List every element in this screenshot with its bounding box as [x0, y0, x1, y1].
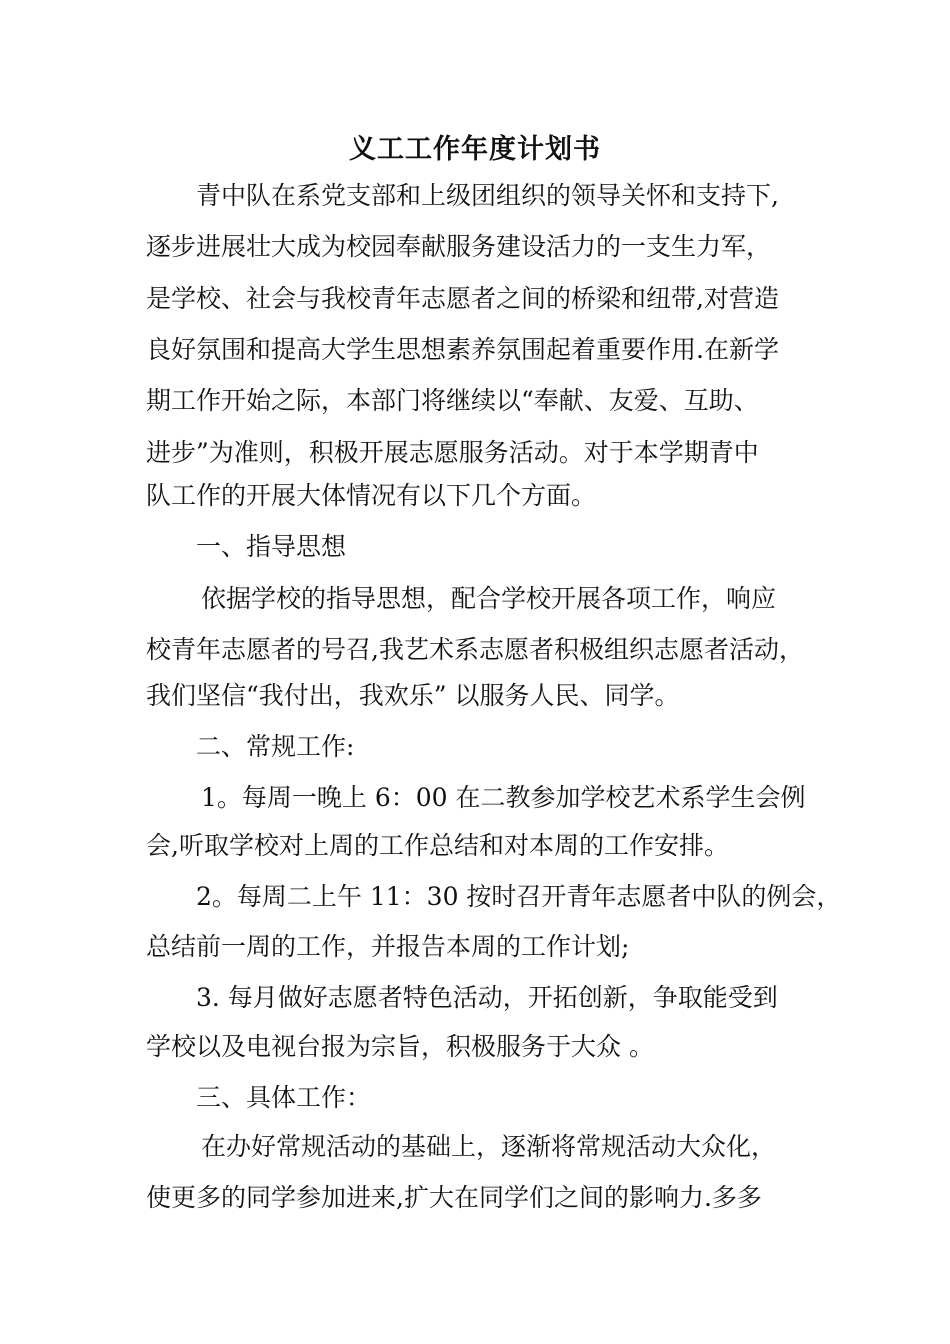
paragraph-line: 期工作开始之际，本部门将继续以“奉献、友爱、互助、	[146, 386, 759, 415]
paragraph-line: 我们坚信“我付出，我欢乐” 以服务人民、同学。	[146, 681, 680, 710]
section-heading: 三、具体工作：	[196, 1083, 372, 1112]
paragraph-line: 队工作的开展大体情况有以下几个方面。	[146, 481, 597, 510]
paragraph-line: 良好氛围和提高大学生思想素养氛围起着重要作用.在新学	[146, 335, 779, 364]
section-heading: 二、常规工作:	[196, 732, 355, 761]
document-title: 义工工作年度计划书	[349, 134, 601, 165]
list-item: 3. 每月做好志愿者特色活动，开拓创新，争取能受到	[196, 983, 778, 1012]
paragraph-line: 校青年志愿者的号召,我艺术系志愿者积极组织志愿者活动，	[146, 635, 804, 664]
list-item: 2。每周二上午 11：30 按时召开青年志愿者中队的例会，	[196, 882, 842, 911]
paragraph-line: 进步”为准则，积极开展志愿服务活动。对于本学期青中	[146, 438, 759, 467]
list-item-continuation: 学校以及电视台报为宗旨，积极服务于大众 。	[146, 1032, 654, 1061]
paragraph-line: 逐步进展壮大成为校园奉献服务建设活力的一支生力军，	[146, 232, 772, 261]
list-item-continuation: 会,听取学校对上周的工作总结和对本周的工作安排。	[146, 831, 729, 860]
paragraph-line: 依据学校的指导思想，配合学校开展各项工作，响应	[201, 584, 777, 613]
list-item: 1。每周一晚上 6：00 在二教参加学校艺术系学生会例	[201, 783, 806, 812]
section-heading: 一、指导思想	[196, 532, 347, 561]
paragraph-line: 是学校、社会与我校青年志愿者之间的桥梁和纽带,对营造	[146, 284, 779, 313]
paragraph-line: 使更多的同学参加进来,扩大在同学们之间的影响力.多多	[146, 1183, 762, 1212]
paragraph-line: 青中队在系党支部和上级团组织的领导关怀和支持下,	[196, 181, 779, 210]
list-item-continuation: 总结前一周的工作，并报告本周的工作计划;	[146, 932, 630, 961]
paragraph-line: 在办好常规活动的基础上，逐渐将常规活动大众化，	[201, 1132, 777, 1161]
